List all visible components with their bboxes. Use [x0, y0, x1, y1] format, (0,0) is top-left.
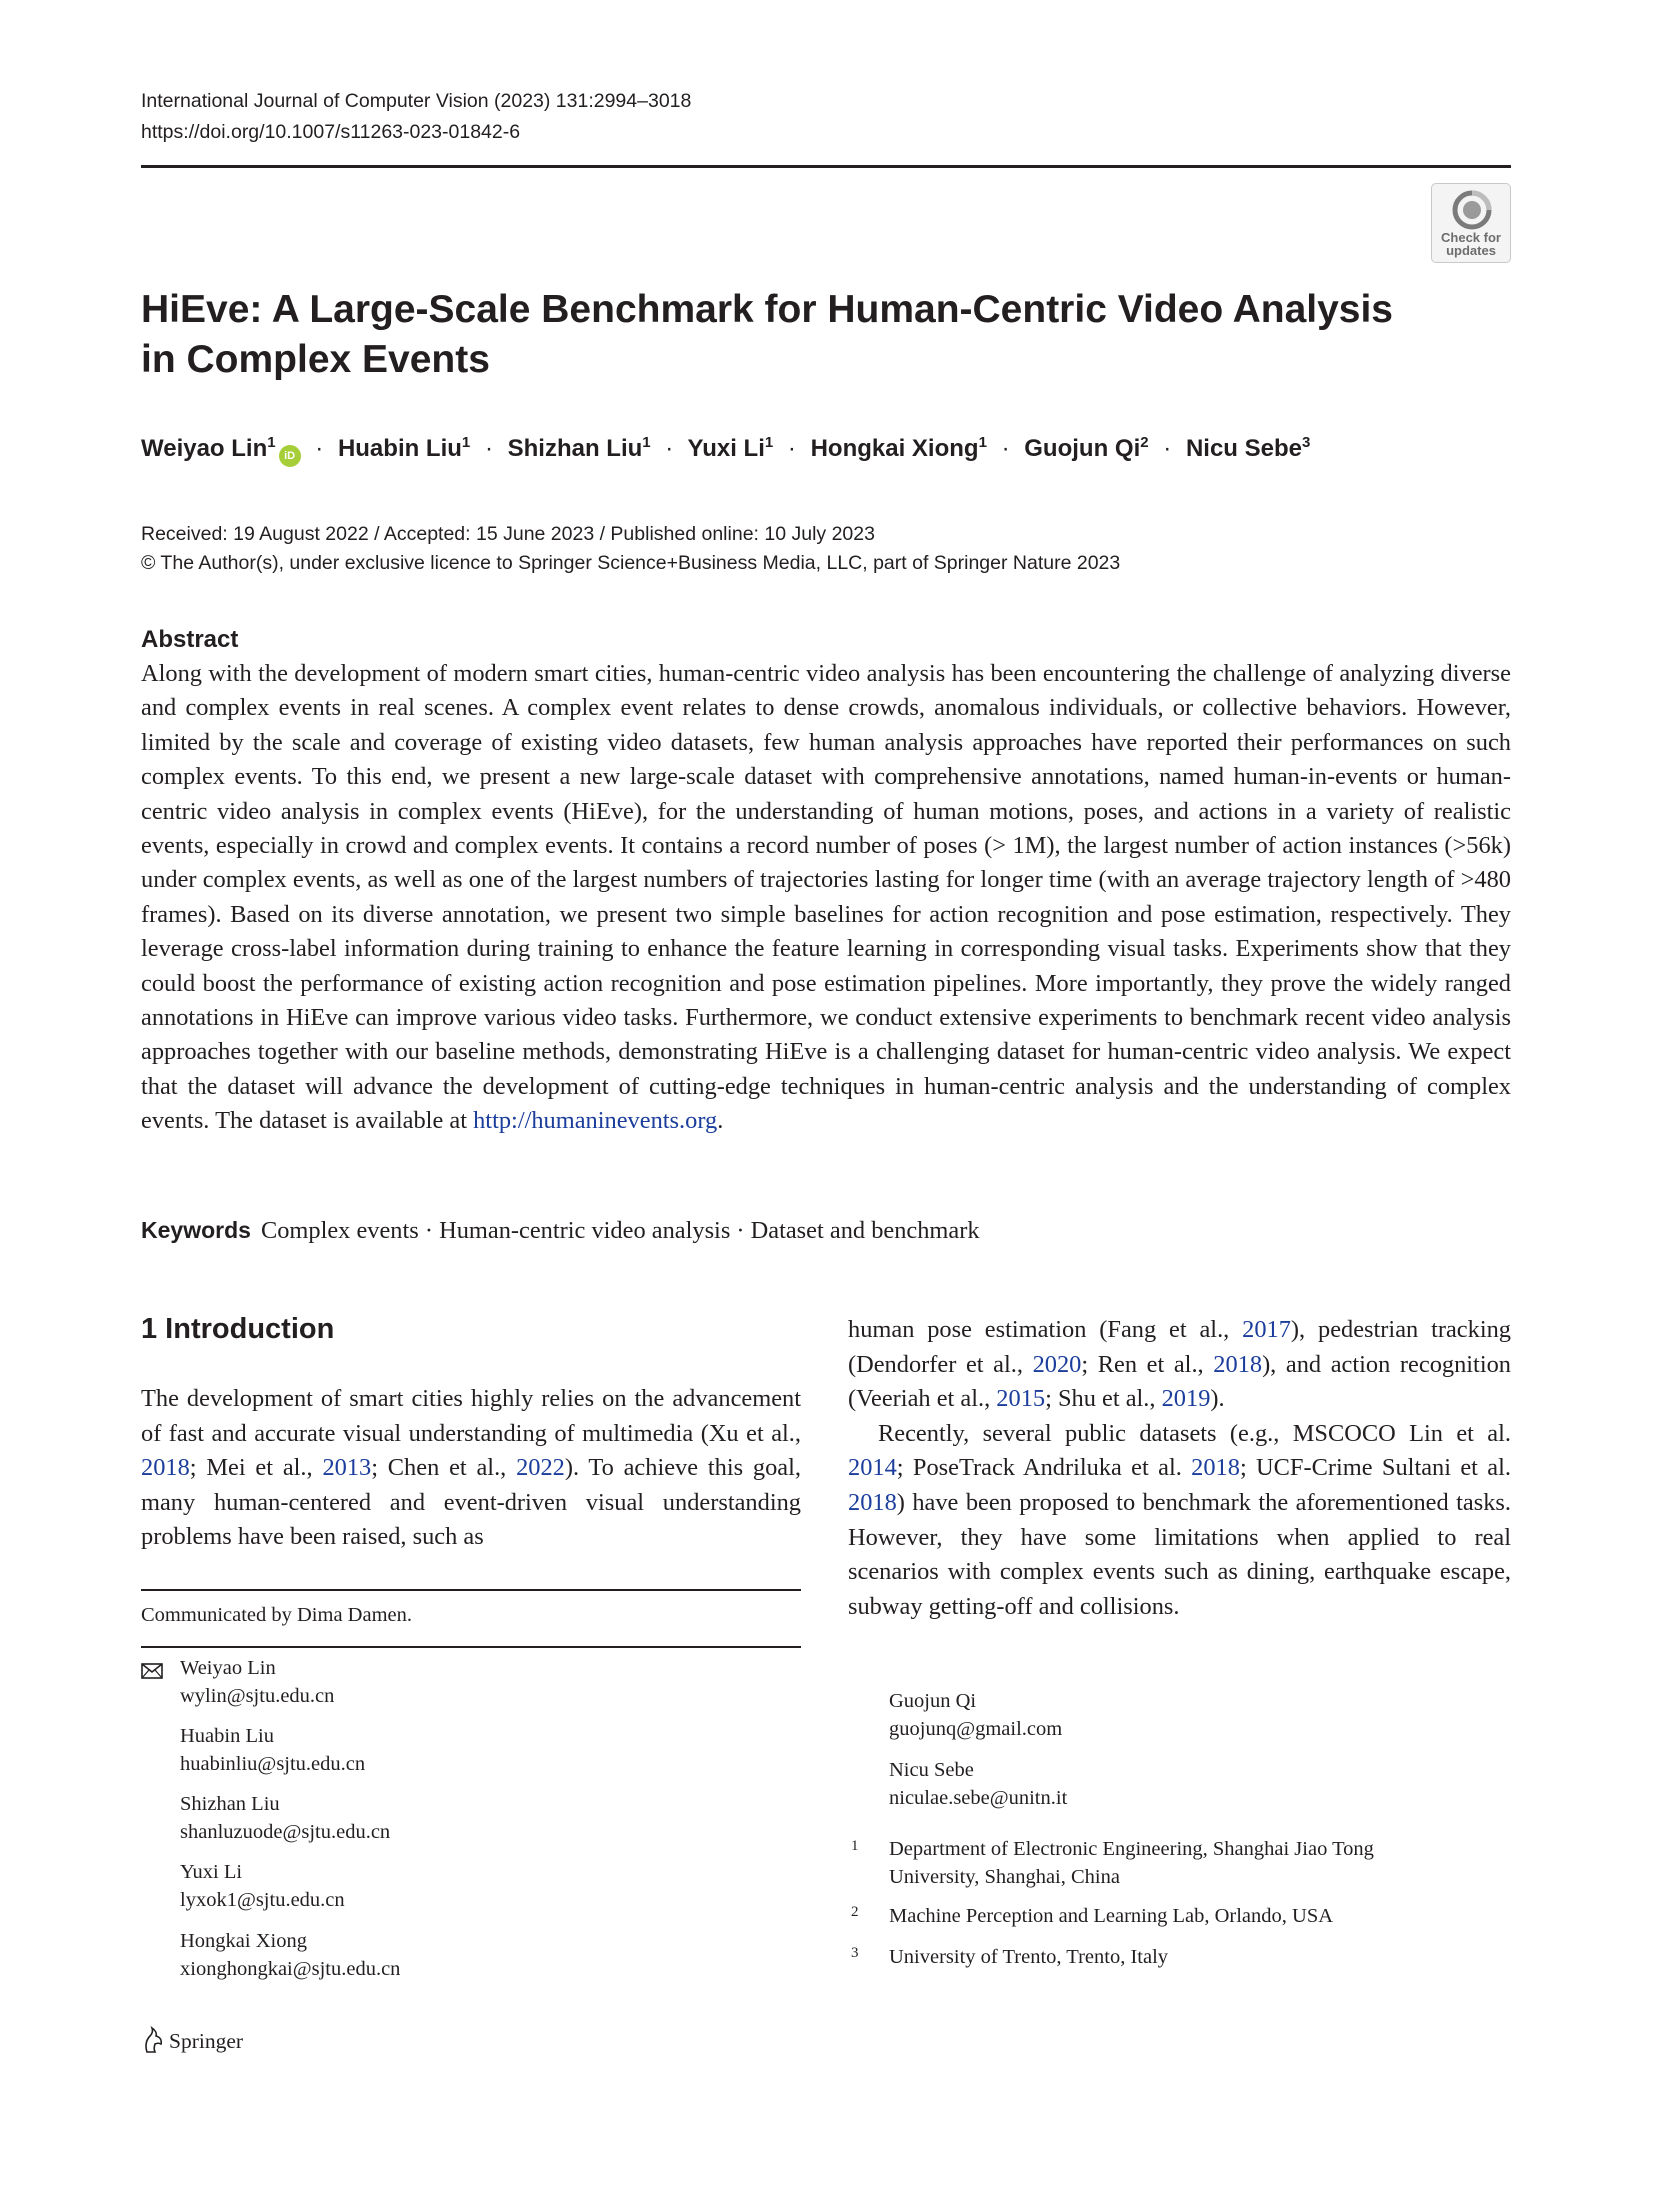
publisher-footer — [141, 2026, 243, 2056]
dates-line: Received: 19 August 2022 / Accepted: 15 June 2023 / Published online: 10 July 2023 — [141, 523, 875, 545]
contact-name: Weiyao Lin — [180, 1657, 276, 1679]
contact-name: Hongkai Xiong — [180, 1930, 307, 1952]
contact-weiyao-lin — [180, 1655, 334, 1710]
citation-link[interactable]: 2017 — [1242, 1316, 1291, 1343]
author-separator: · — [484, 435, 493, 462]
text-run: ). To achieve this goal, many human-centered and event-driven visual understanding problems have been raised, such as — [141, 1454, 801, 1551]
citation-link[interactable]: 2018 — [848, 1488, 897, 1516]
check-updates-icon — [1452, 190, 1492, 230]
citation-link[interactable]: 2022 — [516, 1454, 565, 1482]
contact-shizhan-liu — [180, 1791, 390, 1846]
affiliation-marker: 1 — [267, 434, 276, 451]
contact-email[interactable]: huabinliu@sjtu.edu.cn — [180, 1752, 366, 1775]
affiliation-marker: 3 — [1301, 434, 1311, 451]
author-name[interactable]: Nicu Sebe — [1185, 435, 1302, 462]
keywords-heading: Keywords — [141, 1217, 251, 1243]
author-separator: · — [1163, 435, 1172, 462]
publication-dates — [141, 520, 1511, 578]
contact-name: Huabin Liu — [180, 1725, 274, 1747]
author-name[interactable]: Shizhan Liu — [507, 435, 643, 462]
author-separator: · — [1001, 435, 1010, 462]
author-separator: · — [787, 435, 796, 462]
affiliation-line: Machine Perception and Learning Lab, Orlando, USA — [889, 1905, 1334, 1927]
affiliation-line: University of Trento, Trento, Italy — [889, 1946, 1169, 1968]
text-run: ) have been proposed to benchmark the aforementioned tasks. However, they have some limitations when applied to real scenarios with complex events such as dining, earthquake escape, subway getting-off and collisions. — [848, 1488, 1511, 1620]
keywords — [141, 1213, 1511, 1248]
citation-link[interactable]: 2020 — [1032, 1350, 1082, 1378]
contact-name: Nicu Sebe — [889, 1759, 974, 1781]
affiliation-number: 1 — [851, 1838, 859, 1854]
envelope-icon — [141, 1663, 163, 1679]
text-run: ; PoseTrack Andriluka et al. — [896, 1454, 1192, 1482]
publisher-name: Springer — [169, 2029, 244, 2053]
affiliation-marker: 1 — [461, 434, 471, 451]
abstract-heading: Abstract — [141, 626, 239, 653]
footnote-rule — [141, 1589, 801, 1591]
intro-paragraph-datasets — [848, 1417, 1511, 1625]
contact-email[interactable]: lyxok1@sjtu.edu.cn — [180, 1888, 345, 1911]
paper-title: HiEve: A Large-Scale Benchmark for Human-Centric Video Analysis in Complex Events — [141, 288, 1393, 381]
text-run: human pose estimation (Fang et al., — [848, 1316, 1243, 1343]
footnote-rule — [141, 1646, 801, 1648]
author-name[interactable]: Huabin Liu — [337, 435, 462, 462]
citation-link[interactable]: 2014 — [848, 1454, 897, 1482]
intro-right-column — [848, 1313, 1511, 1624]
affiliation-line: University, Shanghai, China — [889, 1865, 1120, 1888]
author-list — [141, 432, 1511, 467]
citation-link[interactable]: 2019 — [1161, 1385, 1211, 1413]
author-separator: · — [315, 435, 324, 462]
contact-email[interactable]: xionghongkai@sjtu.edu.cn — [180, 1957, 401, 1980]
springer-horse-icon — [141, 2026, 165, 2054]
citation-link[interactable]: 2015 — [996, 1385, 1046, 1413]
contact-name: Guojun Qi — [889, 1690, 977, 1712]
dataset-link[interactable]: http://humaninevents.org — [473, 1107, 718, 1135]
affiliation-line: Department of Electronic Engineering, Shanghai Jiao Tong — [889, 1838, 1374, 1860]
text-run: The development of smart cities highly relies on the advancement of fast and accurate visual understanding of multimedia (Xu et al., — [141, 1385, 801, 1447]
text-run: ; UCF-Crime Sultani et al. — [1239, 1454, 1511, 1482]
intro-paragraph-continued — [848, 1313, 1511, 1417]
contact-name: Yuxi Li — [180, 1861, 243, 1883]
check-updates-line2: updates — [1446, 243, 1496, 258]
affiliation-marker: 1 — [642, 434, 651, 451]
doi-link[interactable]: https://doi.org/10.1007/s11263-023-01842-6 — [141, 121, 521, 143]
contact-email[interactable]: shanluzuode@sjtu.edu.cn — [180, 1820, 391, 1843]
running-header — [141, 86, 1511, 148]
citation-link[interactable]: 2018 — [1191, 1454, 1240, 1482]
author-name[interactable]: Hongkai Xiong — [810, 435, 979, 462]
text-run: ). — [1210, 1385, 1225, 1413]
check-updates-line1: Check for — [1441, 230, 1501, 245]
contact-nicu-sebe — [889, 1757, 1067, 1812]
contact-yuxi-li — [180, 1859, 345, 1914]
affiliation-number: 2 — [851, 1904, 859, 1920]
contact-huabin-liu — [180, 1723, 365, 1778]
text-run: ; Chen et al., — [371, 1454, 517, 1482]
abstract-end: . — [717, 1107, 724, 1135]
affiliation-3 — [889, 1944, 1168, 1972]
keywords-list: Complex events · Human-centric video analysis · Dataset and benchmark — [260, 1217, 980, 1244]
text-run: Recently, several public datasets (e.g., MSCOCO Lin et al. — [878, 1419, 1511, 1447]
author-separator: · — [665, 435, 674, 462]
affiliation-marker: 1 — [764, 434, 774, 451]
section-heading-introduction: 1 Introduction — [141, 1313, 335, 1345]
affiliation-number: 3 — [851, 1945, 859, 1961]
intro-paragraph-left — [141, 1382, 801, 1555]
text-run: ), and action recognition (Veeriah et al., — [848, 1350, 1512, 1413]
affiliation-2 — [889, 1903, 1333, 1931]
text-run: ; Shu et al., — [1045, 1385, 1162, 1413]
contact-email[interactable]: guojunq@gmail.com — [889, 1717, 1063, 1740]
orcid-icon[interactable]: iD — [279, 445, 301, 467]
affiliation-marker: 1 — [978, 434, 987, 451]
affiliation-1 — [889, 1836, 1374, 1891]
journal-citation: International Journal of Computer Vision (2023) 131:2994–3018 — [141, 90, 692, 112]
header-rule — [141, 165, 1511, 168]
contact-email[interactable]: wylin@sjtu.edu.cn — [180, 1684, 335, 1707]
contact-hongkai-xiong — [180, 1928, 400, 1983]
contact-name: Shizhan Liu — [180, 1793, 280, 1815]
text-run: ; Ren et al., — [1081, 1350, 1214, 1378]
check-for-updates-badge[interactable] — [1431, 183, 1511, 263]
abstract-text — [141, 657, 1511, 1139]
citation-link[interactable]: 2018 — [1213, 1350, 1263, 1378]
contact-guojun-qi — [889, 1688, 1062, 1743]
citation-link[interactable]: 2018 — [141, 1454, 190, 1482]
text-run: ), pedestrian tracking (Dendorfer et al., — [848, 1316, 1511, 1378]
author-name[interactable]: Weiyao Lin — [141, 435, 268, 462]
copyright-line: © The Author(s), under exclusive licence to Springer Science+Business Media, LLC, part of Springer Nature 2023 — [141, 552, 1121, 574]
communicated-by: Communicated by Dima Damen. — [141, 1604, 412, 1626]
author-name[interactable]: Guojun Qi — [1024, 435, 1141, 462]
abstract-body: Along with the development of modern smart cities, human-centric video analysis has been encountering the challenge of analyzing diverse and complex events in real scenes. A complex event relates to dense crowds, anomalous individuals, or collective behaviors. However, limited by the scale and coverage of existing video datasets, few human analysis approaches have reported their performances on such complex events. To this end, we present a new large-scale dataset with comprehensive annotations, named human-in-events or human-centric video analysis in complex events (HiEve), for the understanding of human motions, poses, and actions in a variety of realistic events, especially in crowd and complex events. It contains a record number of poses (> 1M), the largest number of action instances (>56k) under complex events, as well as one of the largest numbers of trajectories lasting for longer time (with an average trajectory length of >480 frames). Based on its diverse annotation, we present two simple baselines for action recognition and pose estimation, respectively. They leverage cross-label information during training to enhance the feature learning in corresponding visual tasks. Experiments show that they could boost the performance of existing action recognition and pose estimation pipelines. More importantly, they prove the widely ranged annotations in HiEve can improve various video tasks. Furthermore, we conduct extensive experiments to benchmark recent video analysis approaches together with our baseline methods, demonstrating HiEve is a challenging dataset for human-centric video analysis. We expect that the dataset will advance the development of cutting-edge techniques in human-centric analysis and the understanding of complex events. The dataset is available at — [141, 660, 1511, 1135]
citation-link[interactable]: 2013 — [322, 1454, 372, 1482]
affiliation-marker: 2 — [1140, 434, 1149, 451]
contact-email[interactable]: niculae.sebe@unitn.it — [889, 1786, 1068, 1809]
text-run: ; Mei et al., — [189, 1454, 323, 1482]
author-name[interactable]: Yuxi Li — [687, 435, 765, 462]
